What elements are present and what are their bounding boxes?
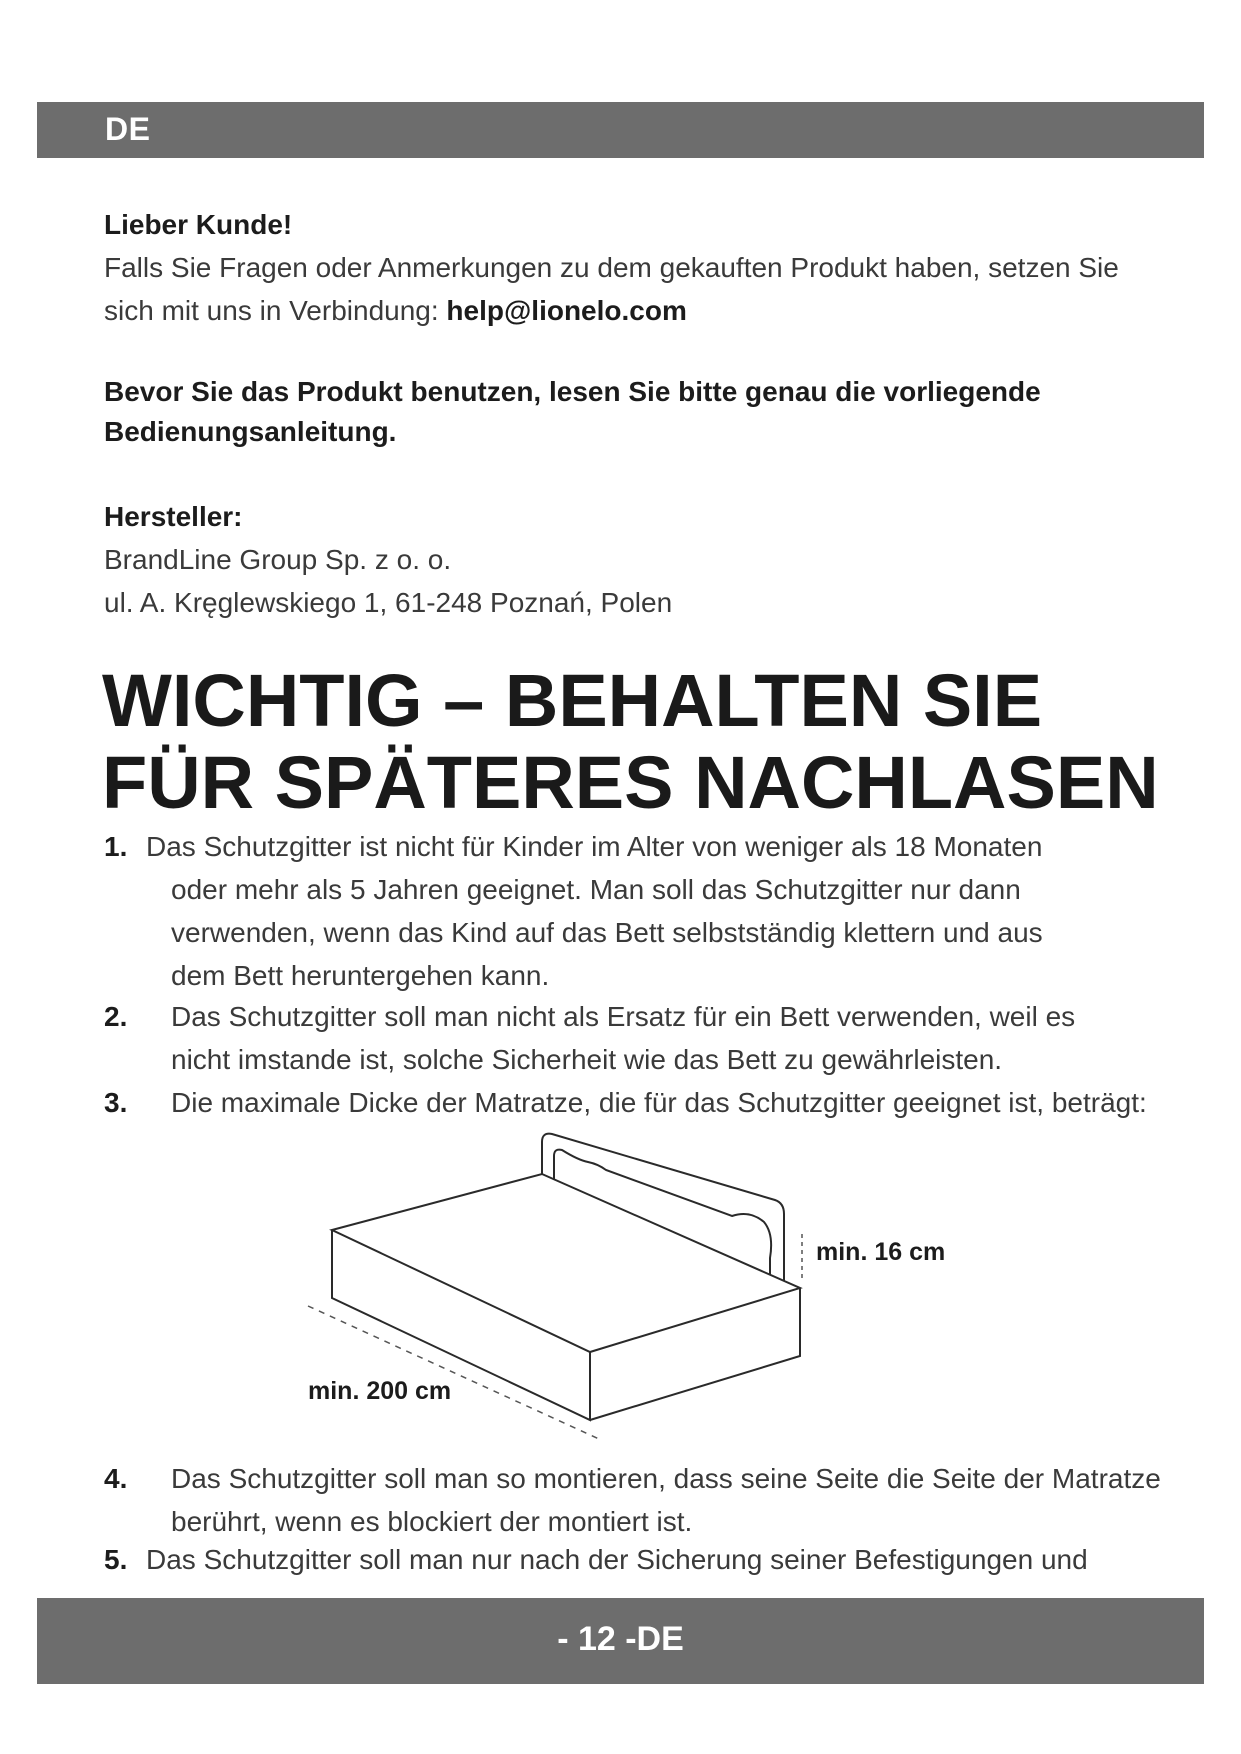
item-4-line-2: berührt, wenn es blockiert der montiert ist. [171,1506,693,1537]
item-number: 1. [104,831,128,862]
header-bar [37,102,1204,158]
item-2-line-2: nicht imstande ist, solche Sicherheit wie das Bett zu gewährleisten. [171,1044,1003,1075]
warning-line-1: Bevor Sie das Produkt benutzen, lesen Sie bitte genau die vorliegende [104,376,1041,407]
manufacturer-name: BrandLine Group Sp. z o. o. [104,544,452,575]
intro-line-2 [104,289,1204,332]
warning-line-2: Bedienungsanleitung. [104,416,397,447]
item-number: 5. [104,1544,128,1575]
manufacturer-label: Hersteller: [104,501,243,532]
item-1-line-3: verwenden, wenn das Kind auf das Bett selbstständig klettern und aus [171,917,1043,948]
item-number: 4. [104,1463,128,1494]
item-number: 3. [104,1087,128,1118]
item-number: 2. [104,1001,128,1032]
greeting: Lieber Kunde! [104,209,293,240]
footer-bar [37,1598,1204,1684]
headline-line-2: FÜR SPÄTERES NACHLASEN [102,741,1159,824]
manufacturer-section [104,496,1184,624]
intro-line-1: Falls Sie Fragen oder Anmerkungen zu dem gekauften Produkt haben, setzen Sie [104,252,1119,283]
support-email: help@lionelo.com [446,295,687,326]
item-4-line-1: Das Schutzgitter soll man so montieren, dass seine Seite die Seite der Matratze [171,1463,1161,1494]
manufacturer-address: ul. A. Kręglewskiego 1, 61-248 Poznań, Polen [104,587,673,618]
item-1-line-1: Das Schutzgitter ist nicht für Kinder im Alter von weniger als 18 Monaten [146,831,1043,862]
mattress-guard-illustration [280,1130,1000,1440]
height-label: min. 16 cm [816,1238,946,1266]
page-number: - 12 -DE [557,1620,684,1658]
length-label: min. 200 cm [308,1377,452,1405]
intro-line-2-prefix: sich mit uns in Verbindung: [104,295,447,326]
intro-section [104,204,1204,332]
important-headline [102,660,1202,824]
language-label: DE [105,111,151,147]
mattress-top [332,1174,800,1352]
headline-line-1: WICHTIG – BEHALTEN SIE [102,659,1043,742]
item-1-line-4: dem Bett heruntergehen kann. [171,960,550,991]
item-2-line-1: Das Schutzgitter soll man nicht als Ersatz für ein Bett verwenden, weil es [171,1001,1076,1032]
read-manual-warning [104,372,1184,452]
item-1-line-2: oder mehr als 5 Jahren geeignet. Man soll das Schutzgitter nur dann [171,874,1021,905]
item-5-line-1: Das Schutzgitter soll man nur nach der Sicherung seiner Befestigungen und [146,1544,1088,1575]
item-3-line-1: Die maximale Dicke der Matratze, die für das Schutzgitter geeignet ist, beträgt: [171,1087,1147,1118]
